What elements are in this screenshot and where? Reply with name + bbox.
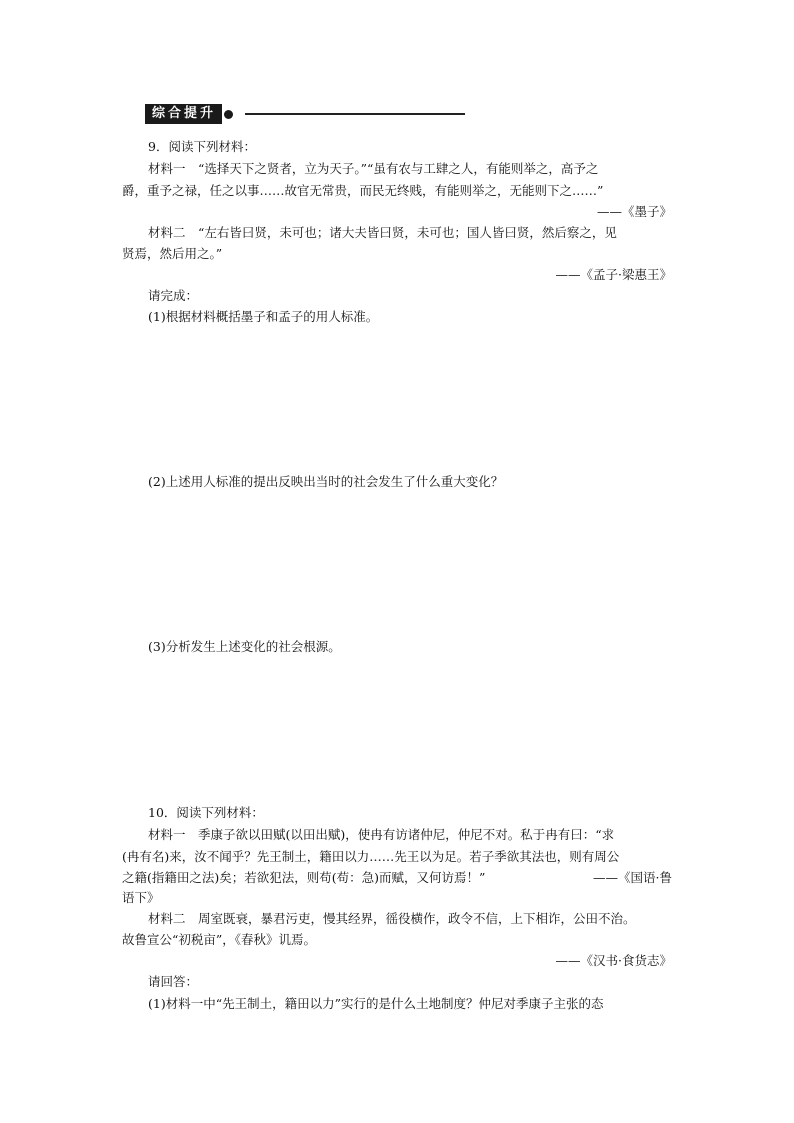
q10-material1-source-cont: 语下》 [122,890,160,905]
q10-prompt: 请回答： [148,974,199,989]
section-rule [245,113,465,115]
bullet-dot-icon [224,110,233,119]
section-header [145,104,233,124]
q9-material1-line1: 材料一 “选择天下之贤者，立为天子。”“虽有农与工肆之人，有能则举之，高予之 [148,161,599,176]
q9-material2-source: ——《孟子·梁惠王》 [555,267,672,282]
q9-material2-line2: 贤焉，然后用之。” [122,246,223,261]
q9-material1-line2: 爵，重予之禄，任之以事……故官无常贵，而民无终贱，有能则举之，无能则下之……” [122,183,604,198]
q10-material2-source: ——《汉书·食货志》 [555,953,672,968]
q10-subquestion-1: (1)材料一中“先王制土，籍田以力”实行的是什么土地制度？仲尼对季康子主张的态 [148,996,604,1011]
q9-material1-source: ——《墨子》 [596,204,672,219]
q9-material2-line1: 材料二 “左右皆曰贤，未可也；诸大夫皆曰贤，未可也；国人皆曰贤，然后察之，见 [148,225,617,240]
q10-material1-line2: (冉有名)来，汝不闻乎？先王制土，籍田以力……先王以为足。若子季欲其法也，则有周公 [122,849,620,864]
q9-subquestion-3: (3)分析发生上述变化的社会根源。 [148,639,341,654]
q9-intro: 9．阅读下列材料： [148,139,256,154]
section-title: 综合提升 [145,104,222,124]
q10-material1-line3: 之籍(指籍田之法)矣；若欲犯法，则苟(苟：急)而赋，又何访焉！” [122,870,486,885]
q10-material2-line2: 故鲁宣公“初税亩”，《春秋》讥焉。 [122,932,317,947]
q9-prompt: 请完成： [148,288,199,303]
q10-material1-source: ——《国语·鲁 [593,870,672,885]
q10-material2-line1: 材料二 周室既衰，暴君污吏，慢其经界，徭役横作，政令不信，上下相诈，公田不治。 [148,911,636,926]
q9-subquestion-2: (2)上述用人标准的提出反映出当时的社会发生了什么重大变化？ [148,474,504,489]
q9-subquestion-1: (1)根据材料概括墨子和孟子的用人标准。 [148,309,379,324]
q10-material1-line1: 材料一 季康子欲以田赋(以田出赋)，使冉有访诸仲尼，仲尼不对。私于冉有曰：“求 [148,827,615,842]
q10-intro: 10．阅读下列材料： [148,805,264,820]
